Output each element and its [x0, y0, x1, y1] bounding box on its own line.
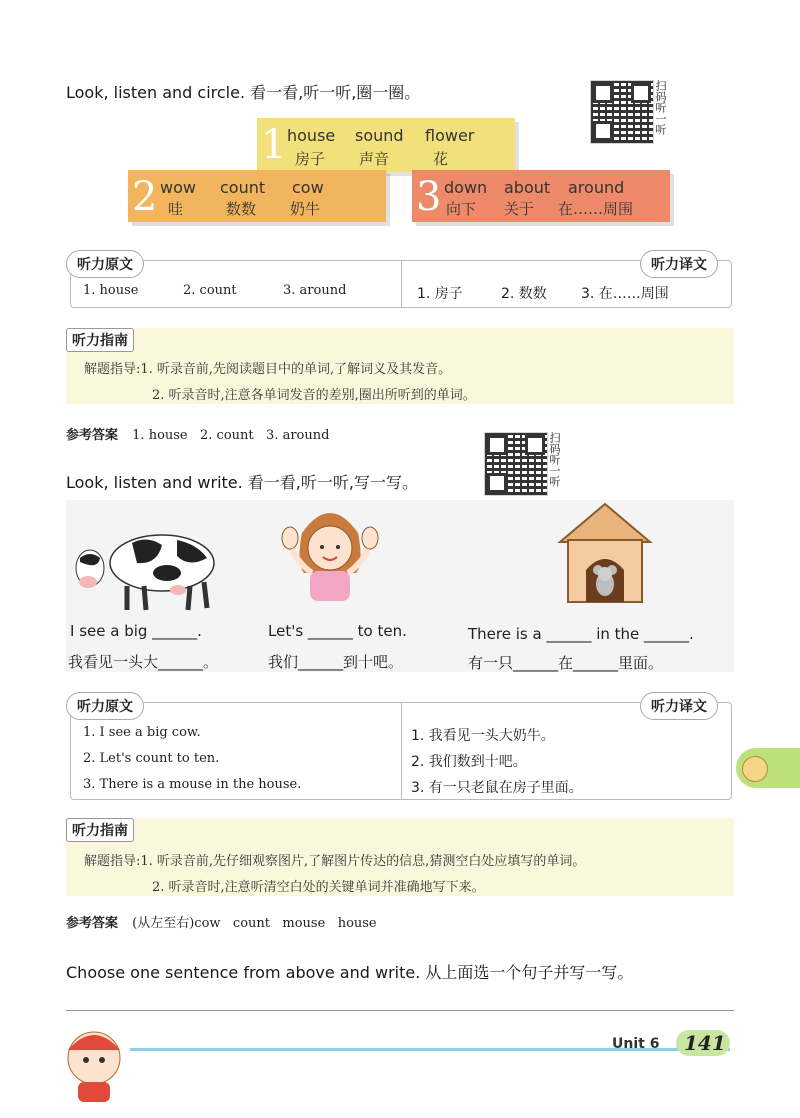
- translation-tag-2: 听力译文: [640, 692, 718, 720]
- page-number: 141: [684, 1031, 726, 1055]
- guide-line: 解题指导:1. 听录音前,先阅读题目中的单词,了解词义及其发音。: [84, 362, 452, 377]
- guide-line: 2. 听录音时,注意各单词发音的差别,圈出所听到的单词。: [152, 388, 476, 403]
- cow-illustration: [72, 518, 222, 613]
- section1-title: Look, listen and circle. 看一看,听一听,圈一圈。: [66, 83, 421, 102]
- sentence-3-zh: 有一只______在______里面。: [468, 654, 664, 672]
- word-wow[interactable]: wow: [160, 178, 196, 197]
- writing-line[interactable]: [66, 1010, 734, 1011]
- answer-row-1: 参考答案 1. house 2. count 3. around: [66, 428, 330, 443]
- scan-label-1: 扫码听一听: [654, 80, 667, 135]
- word-about[interactable]: about: [504, 178, 551, 197]
- word-down[interactable]: down: [444, 178, 488, 197]
- sentence-1-en[interactable]: I see a big ______.: [70, 622, 202, 640]
- qr-code-2[interactable]: [484, 432, 548, 496]
- word-count[interactable]: count: [220, 178, 266, 197]
- transcript-panel-1: 1. house 2. count 3. around 1. 房子 2. 数数 3. 在……周围: [70, 260, 732, 308]
- sentence-2-en[interactable]: Let's ______ to ten.: [268, 622, 407, 640]
- word-house[interactable]: house: [287, 126, 336, 145]
- word-sound[interactable]: sound: [355, 126, 404, 145]
- transcript-panel-2: 1. I see a big cow. 2. Let's count to ten. 3. There is a mouse in the house. 1. 我看见一头大奶牛。 2. 我们数到十吧。 3. 有一只老鼠在房子里面。: [70, 702, 732, 800]
- word-box-2: 2 wow count cow 哇 数数 奶牛: [128, 170, 386, 222]
- word-cow[interactable]: cow: [292, 178, 324, 197]
- mascot-icon: [742, 756, 768, 782]
- guide-tag-2: 听力指南: [66, 818, 134, 842]
- side-tab: [736, 748, 800, 788]
- section2-title: Look, listen and write. 看一看,听一听,写一写。: [66, 473, 418, 492]
- mascot-figure-icon: [54, 1022, 134, 1104]
- translation-tag-1: 听力译文: [640, 250, 718, 278]
- word-box-3: 3 down about around 向下 关于 在……周围: [412, 170, 670, 222]
- section3-title: Choose one sentence from above and write. 从上面选一个句子并写一写。: [66, 963, 634, 982]
- guide-line: 2. 听录音时,注意听清空白处的关键单词并准确地写下来。: [152, 880, 485, 895]
- unit-label: Unit 6: [612, 1036, 660, 1052]
- transcript-tag-2: 听力原文: [66, 692, 144, 720]
- word-around[interactable]: around: [568, 178, 625, 197]
- guide-tag-1: 听力指南: [66, 328, 134, 352]
- word-box-1: 1 house sound flower 房子 声音 花: [257, 118, 515, 172]
- sentence-1-zh: 我看见一头大______。: [68, 653, 219, 671]
- doghouse-illustration: [550, 500, 660, 605]
- answer-row-2: 参考答案 (从左至右)cow count mouse house: [66, 916, 377, 931]
- sentence-3-en[interactable]: There is a ______ in the ______.: [468, 625, 694, 643]
- guide-line: 解题指导:1. 听录音前,先仔细观察图片,了解图片传达的信息,猜测空白处应填写的单词。: [84, 854, 586, 869]
- qr-code-1[interactable]: [590, 80, 654, 144]
- scan-label-2: 扫码听一听: [548, 432, 561, 487]
- girl-illustration: [280, 503, 380, 603]
- word-flower[interactable]: flower: [425, 126, 475, 145]
- sentence-2-zh: 我们______到十吧。: [268, 653, 404, 671]
- transcript-tag-1: 听力原文: [66, 250, 144, 278]
